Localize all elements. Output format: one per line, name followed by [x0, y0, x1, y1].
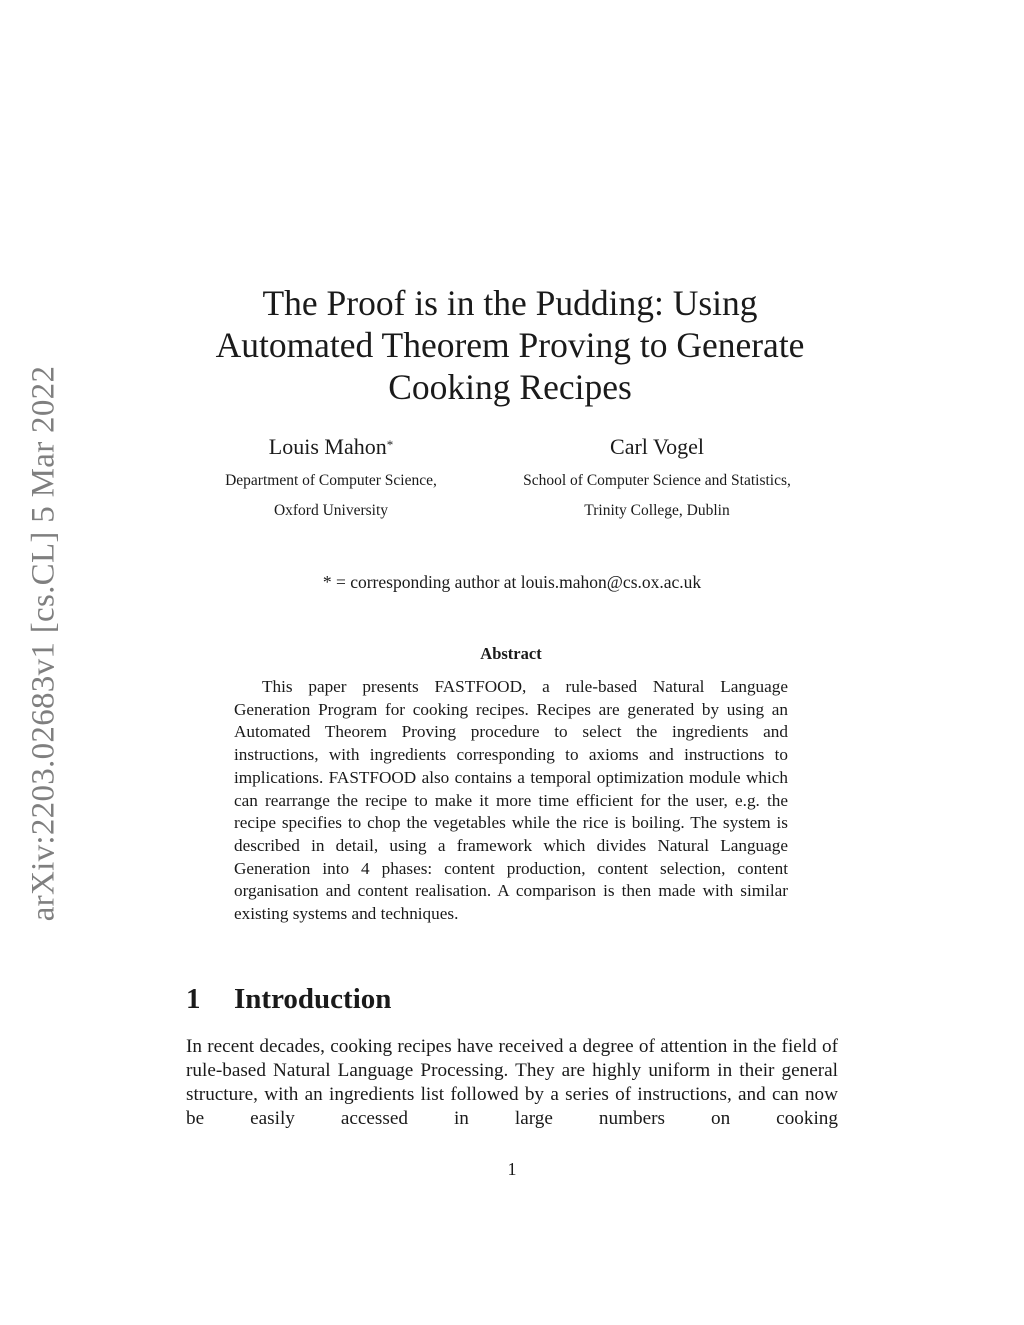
page-number: 1 — [507, 1159, 517, 1179]
abstract-text: This paper presents FASTFOOD, a rule-based Natural Language Generation Program for cooking recipes. Recipes are generated by using an Automated Theorem Proving procedure to select the ingredients and instructions, with ingredients corresponding to axioms and instructions to implications. FASTFOOD also contains a temporal optimization module which can rearrange the recipe to make it more time efficient for the user, e.g. the recipe specifies to chop the vegetables while the rice is boiling. The system is described in detail, using a framework which divides Natural Language Generation into 4 phases: content production, content selection, content organisation and content realisation. A comparison is then made with similar existing systems and techniques. — [234, 677, 788, 924]
paper-title-line-2: Automated Theorem Proving to Generate — [215, 325, 805, 365]
paper-title-line-3: Cooking Recipes — [388, 367, 632, 407]
author-affiliation-line-1: School of Computer Science and Statistics, — [523, 472, 791, 489]
arxiv-identifier-stamp — [18, 358, 70, 928]
corresponding-author-note: * = corresponding author at louis.mahon@cs.ox.ac.uk — [322, 572, 702, 592]
paper-title — [170, 282, 850, 408]
introduction-paragraph: In recent decades, cooking recipes have received a degree of attention in the field of rule-based Natural Language Processing. They are highly uniform in their general structure, with an ingredients list followed by a series of instructions, and can now be easily accessed in large numbers on cooking — [186, 1036, 838, 1129]
author-affiliation-line-2: Oxford University — [273, 502, 389, 519]
author-affiliation-line-1: Department of Computer Science, — [225, 472, 437, 489]
paper-title-line-1: The Proof is in the Pudding: Using — [262, 283, 758, 323]
section-title: Introduction — [234, 983, 392, 1015]
author-block-mahon — [186, 434, 476, 526]
author-name: Carl Vogel — [610, 434, 704, 459]
section-number: 1 — [186, 983, 201, 1015]
abstract-heading: Abstract — [480, 644, 542, 663]
corresponding-marker: * — [386, 437, 394, 452]
author-block-vogel — [492, 434, 822, 526]
section-heading-introduction — [186, 981, 838, 1017]
author-name: Louis Mahon* — [268, 434, 394, 459]
arxiv-identifier-text: arXiv:2203.02683v1 [cs.CL] 5 Mar 2022 — [25, 365, 62, 921]
author-affiliation-line-2: Trinity College, Dublin — [584, 502, 730, 519]
